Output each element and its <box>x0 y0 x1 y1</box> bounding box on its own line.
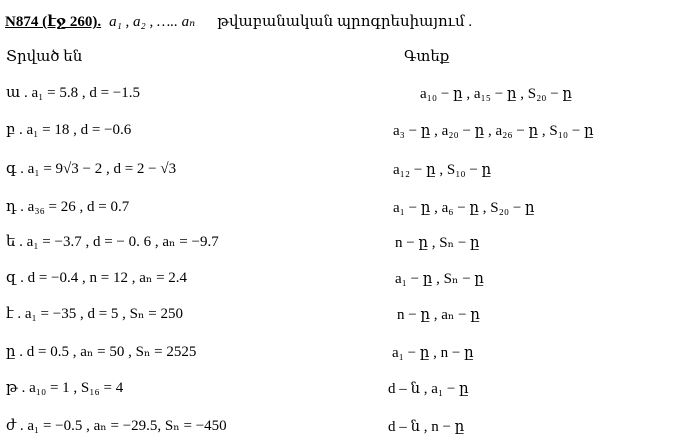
find-item: a₁₀ − ը , a₁₅ − ը , S₂₀ − ը <box>420 86 573 102</box>
given-header: Տրված են <box>6 49 83 65</box>
given-item: դ . a₃₆ = 26 , d = 0.7 <box>6 199 130 215</box>
given-item: ը . d = 0.5 , aₙ = 50 , Sₙ = 2525 <box>6 344 197 360</box>
given-item: բ . a₁ = 18 , d = −0.6 <box>6 122 132 138</box>
given-item: զ . d = −0.4 , n = 12 , aₙ = 2.4 <box>6 270 188 286</box>
find-item: n − ը , Sₙ − ը <box>395 235 480 251</box>
find-header: Գտեք <box>404 49 450 65</box>
find-item: n − ը , aₙ − ը <box>397 307 480 323</box>
given-item: ե . a₁ = −3.7 , d = − 0. 6 , aₙ = −9.7 <box>6 234 219 250</box>
problem-number: N874 (էջ 260). <box>5 14 102 30</box>
given-item: ժ . a₁ = −0.5 , aₙ = −29.5, Sₙ = −450 <box>6 418 227 434</box>
find-item: d – ն , n − ը <box>388 419 465 435</box>
problem-title-line <box>5 12 472 32</box>
given-item: ա . a₁ = 5.8 , d = −1.5 <box>6 85 140 101</box>
find-item: a₁ − ը , a₆ − ը , S₂₀ − ը <box>393 200 535 216</box>
progression-terms: a₁ , a₂ , ….. aₙ <box>109 14 196 30</box>
find-item: a₁ − ը , n − ը <box>392 345 474 361</box>
find-item: a₁₂ − ը , S₁₀ − ը <box>393 162 492 178</box>
given-item: թ . a₁₀ = 1 , S₁₆ = 4 <box>6 380 124 396</box>
find-item: d – ն , a₁ − ը <box>388 381 469 397</box>
find-item: a₃ − ը , a₂₀ − ը , a₂₆ − ը , S₁₀ − ը <box>393 123 594 139</box>
problem-description: թվաբանական պրոգրեսիայում . <box>217 14 473 30</box>
given-item: է . a₁ = −35 , d = 5 , Sₙ = 250 <box>6 306 183 322</box>
find-item: a₁ − ը , Sₙ − ը <box>395 271 484 287</box>
given-item: գ . a₁ = 9√3 − 2 , d = 2 − √3 <box>6 161 177 177</box>
